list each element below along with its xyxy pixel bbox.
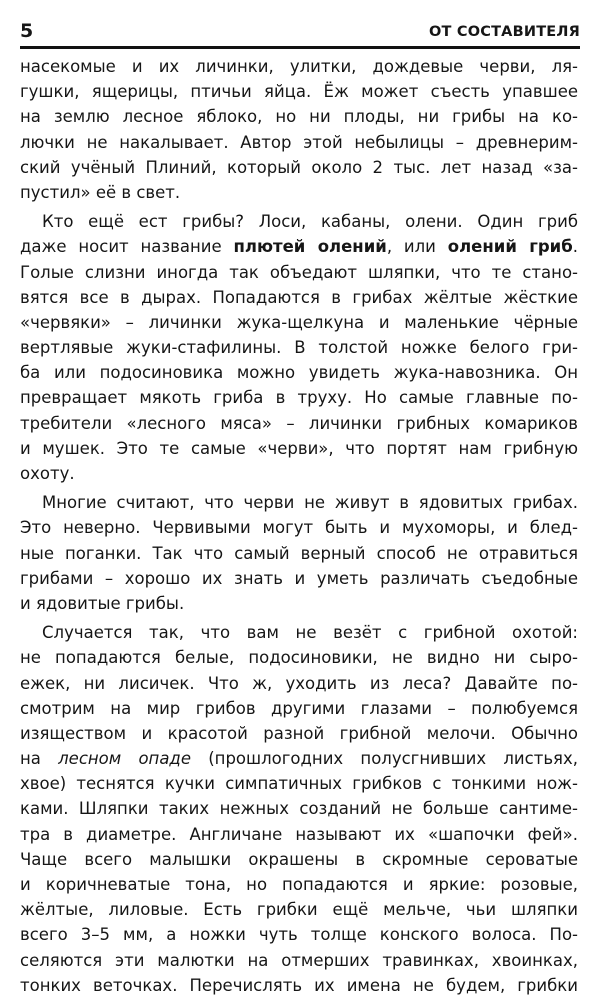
text-line: ные поганки. Так что самый верный способ не отравиться: [20, 543, 578, 563]
text-fragment: даже носит название: [20, 237, 234, 257]
text-line: лючки не накалывает. Автор этой небылицы – древнерим-: [20, 132, 578, 152]
text-line-with-term: [20, 746, 578, 771]
text-line: и ядовитые грибы.: [20, 593, 185, 613]
text-line: и мушек. Это те самые «черви», что портят нам грибную: [20, 438, 578, 458]
text-line: требители «лесного мяса» – личинки грибных комариков: [20, 413, 578, 433]
text-line: гушки, ящерицы, птичьи яйца. Ёж может съесть упавшее: [20, 82, 578, 102]
text-line: вятся все в дырах. Попадаются в грибах жёлтые жёсткие: [20, 287, 578, 307]
text-line: на землю лесное яблоко, но ни плоды, ни грибы на ко-: [20, 107, 578, 127]
text-line: и коричневатые тона, но попадаются и яркие: розовые,: [20, 875, 578, 894]
paragraph-3: [20, 490, 578, 616]
text-line: ский учёный Плиний, который около 2 тыс. лет назад «за-: [20, 157, 578, 177]
text-line: вертлявые жуки-стафилины. В толстой ножке белого гри-: [20, 338, 578, 358]
text-line: Голые слизни иногда так объедают шляпки, что те стано-: [20, 262, 578, 282]
text-line: изяществом и красотой разной грибной мелочи. Обычно: [20, 723, 578, 743]
text-line: «червяки» – личинки жука-щелкуна и маленькие чёрные: [20, 312, 578, 332]
paragraph-1: [20, 54, 578, 205]
text-line-with-terms: [20, 234, 578, 259]
bold-term: олений гриб: [447, 237, 573, 257]
text-line: не попадаются белые, подосиновики, не видно ни сыро-: [20, 648, 578, 668]
text-line: охоту.: [20, 464, 75, 483]
text-line: ежек, ни лисичек. Что ж, уходить из леса? Давайте по-: [20, 673, 578, 693]
running-head: ОТ СОСТАВИТЕЛЯ: [429, 24, 580, 40]
text-line: хвое) теснятся кучки симпатичных грибков с тонкими нож-: [20, 774, 578, 794]
text-fragment: , или: [386, 237, 448, 257]
body-text: [20, 54, 578, 998]
bold-term: плютей олений: [233, 237, 387, 257]
text-fragment: (прошлогодних полусгнивших листьях,: [191, 749, 578, 769]
page-header: [20, 20, 580, 49]
italic-term: лесном опаде: [58, 749, 191, 769]
text-line: Это неверно. Червивыми могут быть и мухоморы, и блед-: [20, 518, 578, 538]
paragraph-4: [20, 620, 578, 998]
text-line: тонких веточках. Перечислять их имена не будем, грибки: [20, 975, 578, 995]
page-number: 5: [20, 20, 34, 42]
text-line: превращает мякоть гриба в труху. Но самые главные по-: [20, 388, 578, 408]
text-line: жёлтые, лиловые. Есть грибки ещё мельче, чьи шляпки: [20, 900, 578, 920]
text-line: Случается так, что вам не везёт с грибной охотой:: [42, 623, 578, 643]
text-line: селяются эти малютки на отмерших травинках, хвоинках,: [20, 950, 578, 970]
text-line: тра в диаметре. Англичане называют их «шапочки фей».: [20, 824, 578, 844]
text-line: Чаще всего малышки окрашены в скромные сероватые: [20, 849, 578, 869]
text-line: грибами – хорошо их знать и уметь различать съедобные: [20, 568, 578, 588]
text-fragment: .: [572, 237, 578, 257]
text-line: всего 3–5 мм, а ножки чуть толще конского волоса. По-: [20, 925, 578, 945]
text-line: Многие считают, что черви не живут в ядовитых грибах.: [42, 493, 578, 513]
paragraph-2: [20, 209, 578, 486]
text-fragment: на: [20, 749, 59, 769]
text-line: насекомые и их личинки, улитки, дождевые черви, ля-: [20, 57, 578, 76]
text-line: Кто ещё ест грибы? Лоси, кабаны, олени. Один гриб: [42, 212, 578, 232]
text-line: смотрим на мир грибов другими глазами – полюбуемся: [20, 698, 578, 718]
text-line: ба или подосиновика можно увидеть жука-навозника. Он: [20, 363, 578, 383]
text-line: ками. Шляпки таких нежных созданий не больше сантиме-: [20, 799, 578, 819]
text-line: пустил» её в свет.: [20, 182, 181, 202]
